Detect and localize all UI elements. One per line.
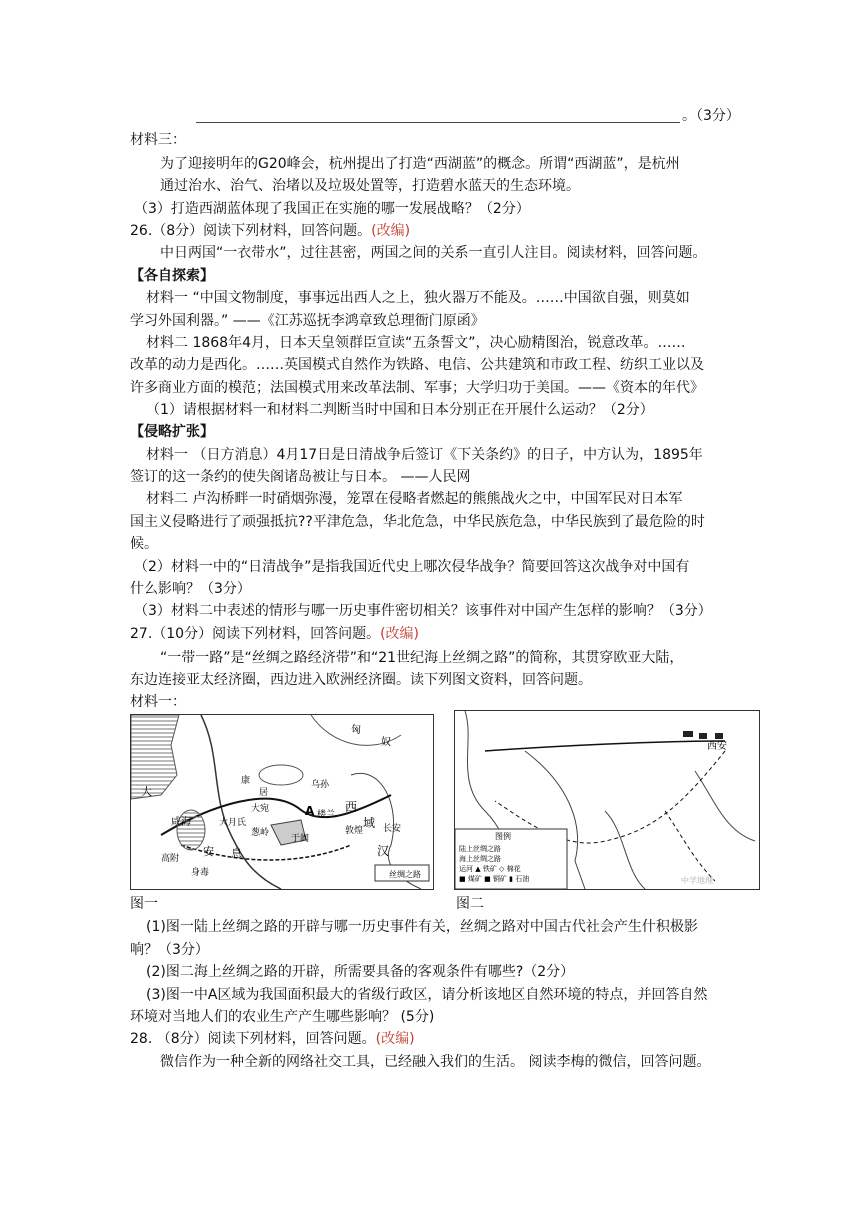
legend-title: 图例 [495, 832, 511, 841]
city-label: 西安 [707, 741, 727, 752]
map-label: 汉 [377, 844, 390, 858]
legend-item: 海上丝绸之路 [459, 855, 501, 863]
map-label: 大宛 [251, 804, 270, 814]
question-heading-text: 27.（10分）阅读下列材料，回答问题。 [130, 626, 381, 642]
question-heading-text: 28. （8分）阅读下列材料，回答问题。 [130, 1031, 376, 1047]
question-text: （2）材料一中的“日清战争”是指我国近代史上哪次侵华战争？简要回答这次战争对中国有 [134, 559, 690, 575]
map-label: 大 [141, 785, 152, 798]
map-label: 大月氏 [219, 818, 247, 828]
map-legend-label: 丝绸之路 [389, 870, 421, 879]
question-text: (1)图一陆上丝绸之路的开辟与哪一历史事件有关，丝绸之路对中国古代社会产生什积极影 [146, 919, 698, 935]
question-heading [130, 1029, 415, 1049]
question-text: (2)图二海上丝绸之路的开辟，所需要具备的客观条件有哪些?（2分） [146, 964, 575, 980]
adapted-tag: (改编) [380, 626, 420, 642]
paragraph-line: 改革的动力是西化。……英国模式自然作为铁路、电信、公共建筑和市政工程、纺织工业以及 [130, 357, 704, 373]
map-label: 乌孙 [311, 780, 330, 790]
paragraph-line: 候。 [130, 536, 158, 552]
question-text: 环境对当地人们的农业生产产生哪些影响？ (5分) [130, 1009, 435, 1025]
question-text: （3）材料二中表述的情形与哪一历史事件密切相关？该事件对中国产生怎样的影响？（3分） [134, 603, 712, 619]
paragraph-line: 学习外国利器。” ——《江苏巡抚李鸿章致总理衙门原函》 [130, 313, 485, 329]
map-label: 安 [203, 845, 214, 858]
question-text: （3）打造西湖蓝体现了我国正在实施的哪一发展战略？（2分） [134, 201, 530, 217]
adapted-tag: (改编) [375, 1031, 415, 1047]
map-label: 楼兰 [317, 810, 336, 820]
paragraph-line: 为了迎接明年的G20峰会，杭州提出了打造“西湖蓝”的概念。所谓“西湖蓝”，是杭州 [160, 156, 680, 172]
question-heading [130, 221, 410, 241]
figure-caption: 图二 [456, 896, 484, 912]
map-label: 息 [231, 847, 242, 860]
map-label: 于阗 [291, 834, 310, 844]
map-label: 长安 [383, 824, 402, 834]
figure-caption: 图一 [130, 896, 158, 912]
paragraph-line: 签订的这一条约的使失阁诸岛被让与日本。 ——人民网 [130, 469, 471, 485]
section-heading: 【侵略扩张】 [130, 424, 214, 440]
paragraph-line: 材料二 1868年4月，日本天皇领群臣宣读“五条誓文”，决心励精图治，锐意改革。…… [146, 335, 686, 351]
map-label: 匈 [351, 725, 361, 736]
question-heading-text: 26.（8分）阅读下列材料，回答问题。 [130, 223, 372, 239]
map-label: 身毒 [191, 868, 210, 878]
paragraph-line: “一带一路”是“丝绸之路经济带”和“21世纪海上丝绸之路”的简称，其贯穿欧亚大陆， [160, 650, 684, 666]
map-label: 域 [363, 816, 376, 830]
map-label: 敦煌 [345, 826, 364, 836]
map-label: 葱岭 [251, 828, 270, 838]
paragraph-line: 中日两国“一衣带水”，过往甚密，两国之间的关系一直引人注目。阅读材料，回答问题。 [160, 245, 707, 261]
question-text: (3)图一中A区域为我国面积最大的省级行政区，请分析该地区自然环境的特点，并回答自然 [146, 987, 708, 1003]
map-label: 居 [259, 788, 269, 798]
watermark: 中学地理 [681, 876, 713, 885]
question-text: （1）请根据材料一和材料二判断当时中国和日本分别正在开展什么运动？（2分） [146, 402, 654, 418]
score-note: 。（3分） [682, 108, 740, 124]
legend-item: 陆上丝绸之路 [459, 845, 501, 853]
map-label: 西 [345, 800, 358, 814]
map-label: 康 [241, 776, 251, 786]
paragraph-line: 材料一 （日方消息）4月17日是日清战争后签订《下关条约》的日子，中方认为，1895年 [146, 447, 703, 463]
paragraph-line: 东边连接亚太经济圈，西边进入欧洲经济圈。读下列图文资料，回答问题。 [130, 672, 592, 688]
map-label: A [305, 804, 315, 818]
question-text: 什么影响？（3分） [130, 581, 251, 597]
legend-item: 运河 ▲ 铁矿 ◇ 棉花 [459, 865, 521, 873]
question-text: 响？（3分） [130, 942, 209, 958]
silk-road-map-1 [130, 714, 434, 890]
legend-item: ■ 煤矿 ■ 铜矿 ▮ 石油 [459, 875, 530, 883]
map-label: 高附 [161, 854, 180, 864]
paragraph-line: 材料一 “中国文物制度，事事远出西人之上，独火器万不能及。……中国欲自强，则莫如 [146, 290, 690, 306]
paragraph-line: 国主义侵略进行了顽强抵抗??平津危急，华北危急，中华民族危急，中华民族到了最危险的时 [130, 514, 705, 530]
question-heading [130, 624, 419, 644]
map-label: 咸海 [171, 817, 191, 828]
material-label: 材料一： [130, 694, 186, 710]
silk-road-map-2 [454, 710, 760, 890]
paragraph-line: 微信作为一种全新的网络社交工具，已经融入我们的生活。 阅读李梅的微信，回答问题。 [160, 1054, 711, 1070]
adapted-tag: (改编) [371, 223, 411, 239]
material-label: 材料三： [130, 132, 186, 148]
map-label: 奴 [381, 737, 391, 748]
paragraph-line: 通过治水、治气、治堵以及垃圾处置等，打造碧水蓝天的生态环境。 [160, 178, 580, 194]
paragraph-line: 材料二 卢沟桥畔一时硝烟弥漫，笼罩在侵略者燃起的熊熊战火之中，中国军民对日本军 [146, 491, 683, 507]
paragraph-line: 许多商业方面的模范；法国模式用来改革法制、军事；大学归功于美国。——《资本的年代》 [130, 380, 704, 396]
answer-blank-line [196, 122, 680, 123]
section-heading: 【各自探索】 [130, 268, 214, 284]
